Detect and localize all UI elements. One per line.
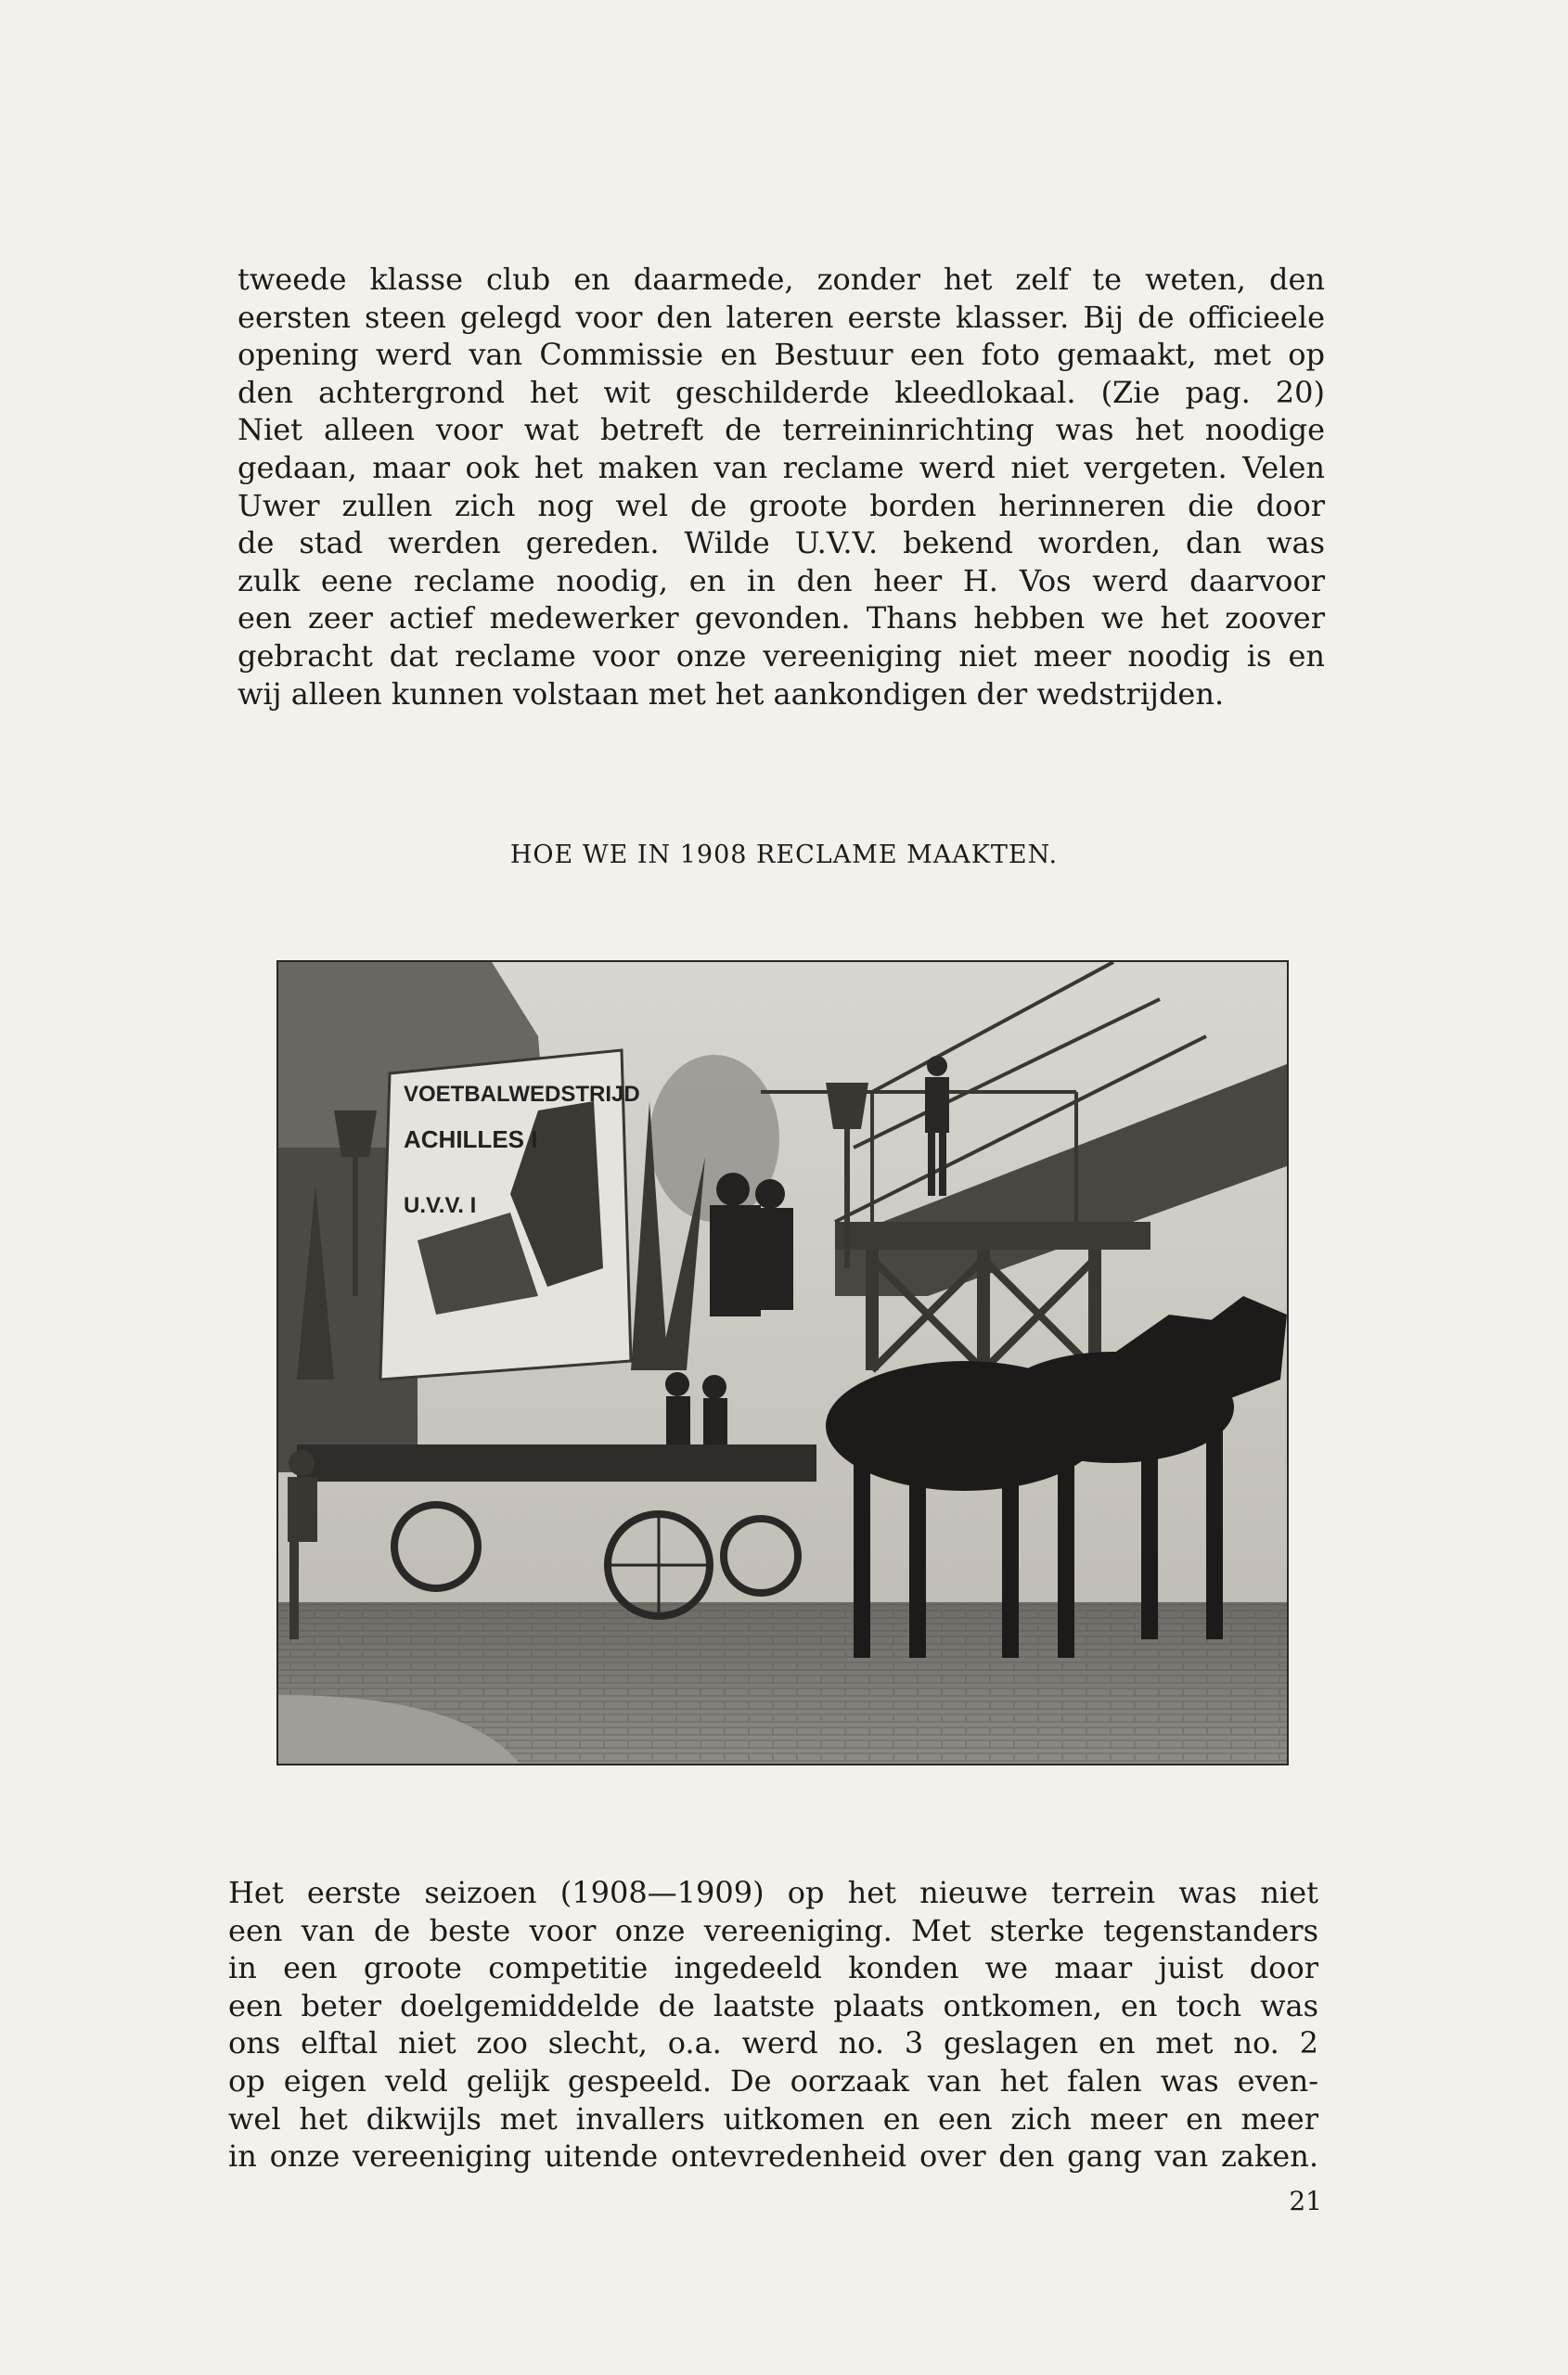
text-line: tweede klasse club en daarmede, zonder het zelf te weten, den — [238, 262, 1325, 297]
sign-text-line: ACHILLES I — [404, 1125, 538, 1153]
text-line: wel het dikwijls met invallers uitkomen en een zich meer en meer — [228, 2100, 1318, 2137]
text-line: in een groote competitie ingedeeld konden we maar juist door — [228, 1950, 1318, 1986]
text-line: een beter doelgemiddelde de laatste plaats ontkomen, en toch was — [228, 1987, 1318, 2023]
historic-photo — [276, 960, 1289, 1765]
text-line: Niet alleen voor wat betreft de terreininrichting was het noodige — [238, 412, 1325, 448]
photo-illustration — [278, 962, 1287, 1764]
body-paragraph-1 — [238, 261, 1325, 712]
text-line: Het eerste seizoen (1908—1909) op het nieuwe terrein was niet — [228, 1875, 1318, 1910]
text-line: een zeer actief medewerker gevonden. Thans hebben we het zoover — [238, 600, 1325, 636]
text-line: ons elftal niet zoo slecht, o.a. werd no. 3 geslagen en met no. 2 — [228, 2025, 1318, 2061]
text-line: zulk eene reclame noodig, en in den heer H. Vos werd daarvoor — [238, 562, 1325, 598]
photo-caption: HOE WE IN 1908 RECLAME MAAKTEN. — [509, 841, 1059, 869]
body-paragraph-2 — [228, 1874, 1318, 2176]
text-line: de stad werden gereden. Wilde U.V.V. bekend worden, dan was — [238, 525, 1325, 561]
text-line: wij alleen kunnen volstaan met het aankondigen der wedstrijden. — [238, 675, 1225, 712]
text-line: op eigen veld gelijk gespeeld. De oorzaak van het falen was even- — [228, 2062, 1318, 2099]
sign-text-line: VOETBALWEDSTRIJD — [404, 1082, 640, 1107]
text-line: eersten steen gelegd voor den lateren eerste klasser. Bij de officieele — [238, 299, 1325, 335]
text-line: Uwer zullen zich nog wel de groote borden herinneren die door — [238, 487, 1325, 523]
text-line: gedaan, maar ook het maken van reclame werd niet vergeten. Velen — [238, 449, 1325, 485]
text-line: in onze vereeniging uitende ontevredenheid over den gang van zaken. — [228, 2138, 1318, 2175]
sign-text-line: U.V.V. I — [404, 1193, 477, 1218]
text-line: opening werd van Commissie en Bestuur een foto gemaakt, met op — [238, 337, 1325, 373]
text-line: den achtergrond het wit geschilderde kleedlokaal. (Zie pag. 20) — [238, 374, 1325, 410]
page-number: 21 — [1289, 2186, 1322, 2216]
text-line: gebracht dat reclame voor onze vereeniging niet meer noodig is en — [238, 637, 1325, 674]
advertisement-board — [380, 1050, 640, 1380]
text-line: een van de beste voor onze vereeniging. Met sterke tegenstanders — [228, 1912, 1318, 1948]
